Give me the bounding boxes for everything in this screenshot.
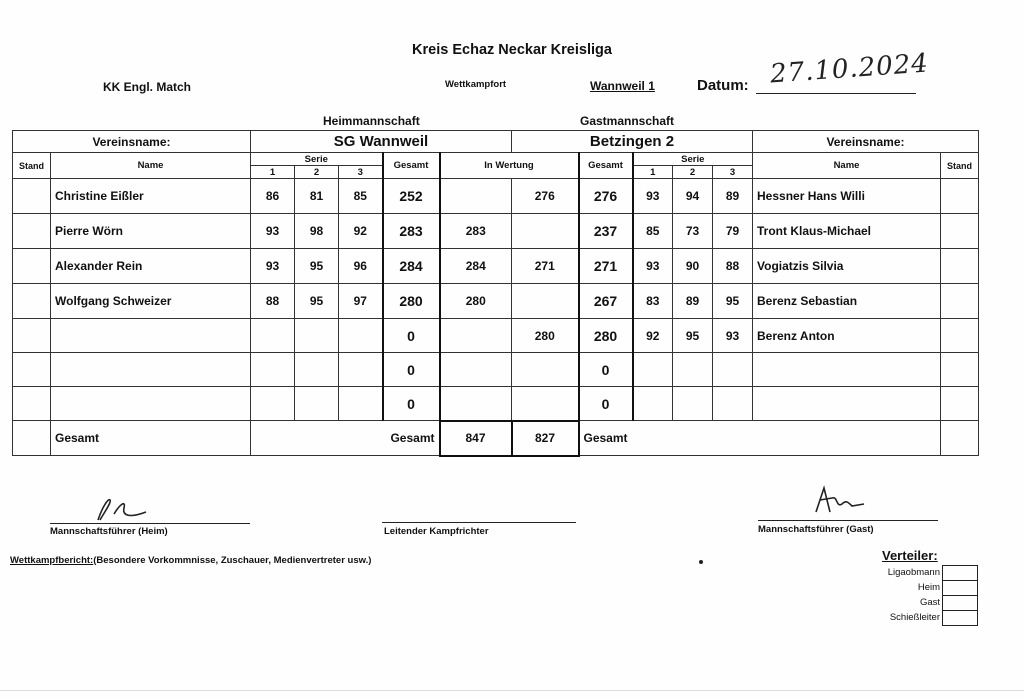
guest-serie-3: 88 xyxy=(713,249,753,284)
home-serie-header: Serie xyxy=(251,153,383,166)
home-wertung xyxy=(440,387,512,421)
guest-stand-cell xyxy=(941,214,979,249)
home-captain-signature xyxy=(80,494,160,524)
home-stand-cell xyxy=(13,284,51,319)
guest-serie-1: 93 xyxy=(633,249,673,284)
referee-label: Leitender Kampfrichter xyxy=(384,526,489,537)
totals-label: Gesamt xyxy=(51,421,251,456)
home-serie-2: 81 xyxy=(295,179,339,214)
home-stand-cell xyxy=(13,319,51,353)
guest-serie-2: 89 xyxy=(673,284,713,319)
score-table xyxy=(12,130,979,457)
guest-section-label: Gastmannschaft xyxy=(580,114,675,128)
verteiler-title: Verteiler: xyxy=(882,548,938,563)
guest-shooter-name xyxy=(753,387,941,421)
home-serie-3: 85 xyxy=(339,179,383,214)
home-serie-3: 92 xyxy=(339,214,383,249)
guest-serie-1: 85 xyxy=(633,214,673,249)
home-wertung: 280 xyxy=(440,284,512,319)
home-shooter-name: Christine Eißler xyxy=(51,179,251,214)
home-wertung xyxy=(440,319,512,353)
guest-serie-2: 94 xyxy=(673,179,713,214)
home-serie-3 xyxy=(339,387,383,421)
guest-shooter-name: Hessner Hans Willi xyxy=(753,179,941,214)
home-section-label: Heimmannschaft xyxy=(323,114,420,128)
guest-serie-3: 79 xyxy=(713,214,753,249)
guest-serie-2: 73 xyxy=(673,214,713,249)
guest-captain-label: Mannschaftsführer (Gast) xyxy=(758,524,874,535)
home-serie-3 xyxy=(339,353,383,387)
scan-edge xyxy=(0,690,1024,691)
guest-stand-cell xyxy=(941,284,979,319)
home-serie-1: 93 xyxy=(251,249,295,284)
guest-club-label: Vereinsname: xyxy=(753,131,979,153)
home-serie-1 xyxy=(251,353,295,387)
home-captain-label: Mannschaftsführer (Heim) xyxy=(50,526,168,537)
verteiler-item-heim: Heim xyxy=(917,582,940,593)
guest-serie-3 xyxy=(713,353,753,387)
home-captain-line xyxy=(50,523,250,524)
guest-stand-cell xyxy=(941,319,979,353)
report-label: Wettkampfbericht: xyxy=(10,555,94,566)
match-type: KK Engl. Match xyxy=(103,80,192,94)
guest-captain-line xyxy=(758,520,938,521)
home-serie-3-header: 3 xyxy=(339,166,383,179)
guest-wertung: 271 xyxy=(512,249,579,284)
guest-wertung xyxy=(512,214,579,249)
guest-serie-3: 95 xyxy=(713,284,753,319)
table-row xyxy=(13,387,979,421)
guest-serie-3: 89 xyxy=(713,179,753,214)
guest-shooter-name: Vogiatzis Silvia xyxy=(753,249,941,284)
home-serie-2: 98 xyxy=(295,214,339,249)
home-serie-3: 97 xyxy=(339,284,383,319)
home-stand-cell xyxy=(13,387,51,421)
home-stand-cell xyxy=(13,214,51,249)
table-row xyxy=(13,249,979,284)
home-shooter-name xyxy=(51,353,251,387)
guest-stand-cell xyxy=(941,249,979,284)
guest-wertung-total: 827 xyxy=(512,421,579,456)
table-row xyxy=(13,353,979,387)
guest-stand-header: Stand xyxy=(941,153,979,179)
home-stand-cell xyxy=(13,179,51,214)
home-serie-1 xyxy=(251,319,295,353)
ink-dot xyxy=(699,560,703,564)
guest-serie-2 xyxy=(673,387,713,421)
guest-totals-label: Gesamt xyxy=(579,421,941,456)
home-serie-2 xyxy=(295,353,339,387)
home-total: 0 xyxy=(383,319,440,353)
date-underline xyxy=(756,93,916,94)
guest-serie-2 xyxy=(673,353,713,387)
guest-shooter-name: Tront Klaus-Michael xyxy=(753,214,941,249)
verteiler-item-ligaobmann: Ligaobmann xyxy=(887,567,940,578)
home-shooter-name: Pierre Wörn xyxy=(51,214,251,249)
date-handwritten: 27.10.2024 xyxy=(769,48,930,90)
home-serie-2: 95 xyxy=(295,249,339,284)
home-totals-label: Gesamt xyxy=(251,421,440,456)
referee-line xyxy=(382,522,576,523)
verteiler-checkbox-heim xyxy=(942,580,978,596)
home-shooter-name xyxy=(51,387,251,421)
guest-serie-header: Serie xyxy=(633,153,753,166)
totals-row xyxy=(13,421,979,456)
venue-label: Wettkampfort xyxy=(445,79,507,90)
home-total: 0 xyxy=(383,353,440,387)
guest-serie-1: 92 xyxy=(633,319,673,353)
verteiler-item-gast: Gast xyxy=(919,597,940,608)
home-serie-2-header: 2 xyxy=(295,166,339,179)
home-gesamt-header: Gesamt xyxy=(383,153,440,179)
guest-wertung xyxy=(512,387,579,421)
guest-total: 276 xyxy=(579,179,633,214)
home-club-label: Vereinsname: xyxy=(13,131,251,153)
wertung-header: In Wertung xyxy=(440,153,579,179)
guest-total: 280 xyxy=(579,319,633,353)
guest-stand-cell xyxy=(941,179,979,214)
guest-captain-signature xyxy=(808,482,868,518)
guest-stand-cell xyxy=(941,353,979,387)
guest-serie-1: 83 xyxy=(633,284,673,319)
home-stand-cell xyxy=(13,353,51,387)
guest-total: 267 xyxy=(579,284,633,319)
guest-shooter-name xyxy=(753,353,941,387)
venue-value: Wannweil 1 xyxy=(590,79,655,93)
home-serie-1 xyxy=(251,387,295,421)
home-serie-1: 88 xyxy=(251,284,295,319)
home-total: 252 xyxy=(383,179,440,214)
guest-total: 237 xyxy=(579,214,633,249)
guest-wertung: 276 xyxy=(512,179,579,214)
guest-serie-3 xyxy=(713,387,753,421)
guest-serie-2: 90 xyxy=(673,249,713,284)
home-stand-header: Stand xyxy=(13,153,51,179)
guest-shooter-name: Berenz Anton xyxy=(753,319,941,353)
verteiler-checkbox-schiessleiter xyxy=(942,610,978,626)
verteiler-item-schiessleiter: Schießleiter xyxy=(889,612,940,623)
home-total: 280 xyxy=(383,284,440,319)
home-total: 283 xyxy=(383,214,440,249)
home-club-name: SG Wannweil xyxy=(251,131,512,153)
home-wertung-total: 847 xyxy=(440,421,512,456)
guest-shooter-name: Berenz Sebastian xyxy=(753,284,941,319)
verteiler-checkbox-gast xyxy=(942,595,978,611)
home-serie-2 xyxy=(295,319,339,353)
guest-serie-1 xyxy=(633,353,673,387)
guest-stand-cell xyxy=(941,421,979,456)
guest-total: 271 xyxy=(579,249,633,284)
guest-total: 0 xyxy=(579,387,633,421)
home-shooter-name: Alexander Rein xyxy=(51,249,251,284)
home-wertung xyxy=(440,353,512,387)
home-name-header: Name xyxy=(51,153,251,179)
home-wertung xyxy=(440,179,512,214)
home-serie-3: 96 xyxy=(339,249,383,284)
guest-serie-1: 93 xyxy=(633,179,673,214)
home-serie-3 xyxy=(339,319,383,353)
guest-serie-2-header: 2 xyxy=(673,166,713,179)
guest-serie-3: 93 xyxy=(713,319,753,353)
home-serie-1: 86 xyxy=(251,179,295,214)
guest-total: 0 xyxy=(579,353,633,387)
home-total: 284 xyxy=(383,249,440,284)
home-shooter-name: Wolfgang Schweizer xyxy=(51,284,251,319)
home-stand-cell xyxy=(13,249,51,284)
table-row xyxy=(13,179,979,214)
guest-club-name: Betzingen 2 xyxy=(512,131,753,153)
home-stand-cell xyxy=(13,421,51,456)
home-wertung: 284 xyxy=(440,249,512,284)
home-serie-2 xyxy=(295,387,339,421)
home-wertung: 283 xyxy=(440,214,512,249)
league-title: Kreis Echaz Neckar Kreisliga xyxy=(412,42,612,58)
home-serie-2: 95 xyxy=(295,284,339,319)
guest-wertung: 280 xyxy=(512,319,579,353)
guest-gesamt-header: Gesamt xyxy=(579,153,633,179)
table-row xyxy=(13,319,979,353)
report-line xyxy=(10,555,371,566)
guest-stand-cell xyxy=(941,387,979,421)
guest-serie-2: 95 xyxy=(673,319,713,353)
table-row xyxy=(13,284,979,319)
guest-name-header: Name xyxy=(753,153,941,179)
home-serie-1: 93 xyxy=(251,214,295,249)
report-hint: (Besondere Vorkommnisse, Zuschauer, Medienvertreter usw.) xyxy=(93,555,372,566)
home-total: 0 xyxy=(383,387,440,421)
guest-serie-1 xyxy=(633,387,673,421)
home-shooter-name xyxy=(51,319,251,353)
guest-serie-1-header: 1 xyxy=(633,166,673,179)
home-serie-1-header: 1 xyxy=(251,166,295,179)
table-row xyxy=(13,214,979,249)
guest-wertung xyxy=(512,284,579,319)
guest-wertung xyxy=(512,353,579,387)
verteiler-checkbox-ligaobmann xyxy=(942,565,978,581)
date-label: Datum: xyxy=(697,77,749,94)
guest-serie-3-header: 3 xyxy=(713,166,753,179)
